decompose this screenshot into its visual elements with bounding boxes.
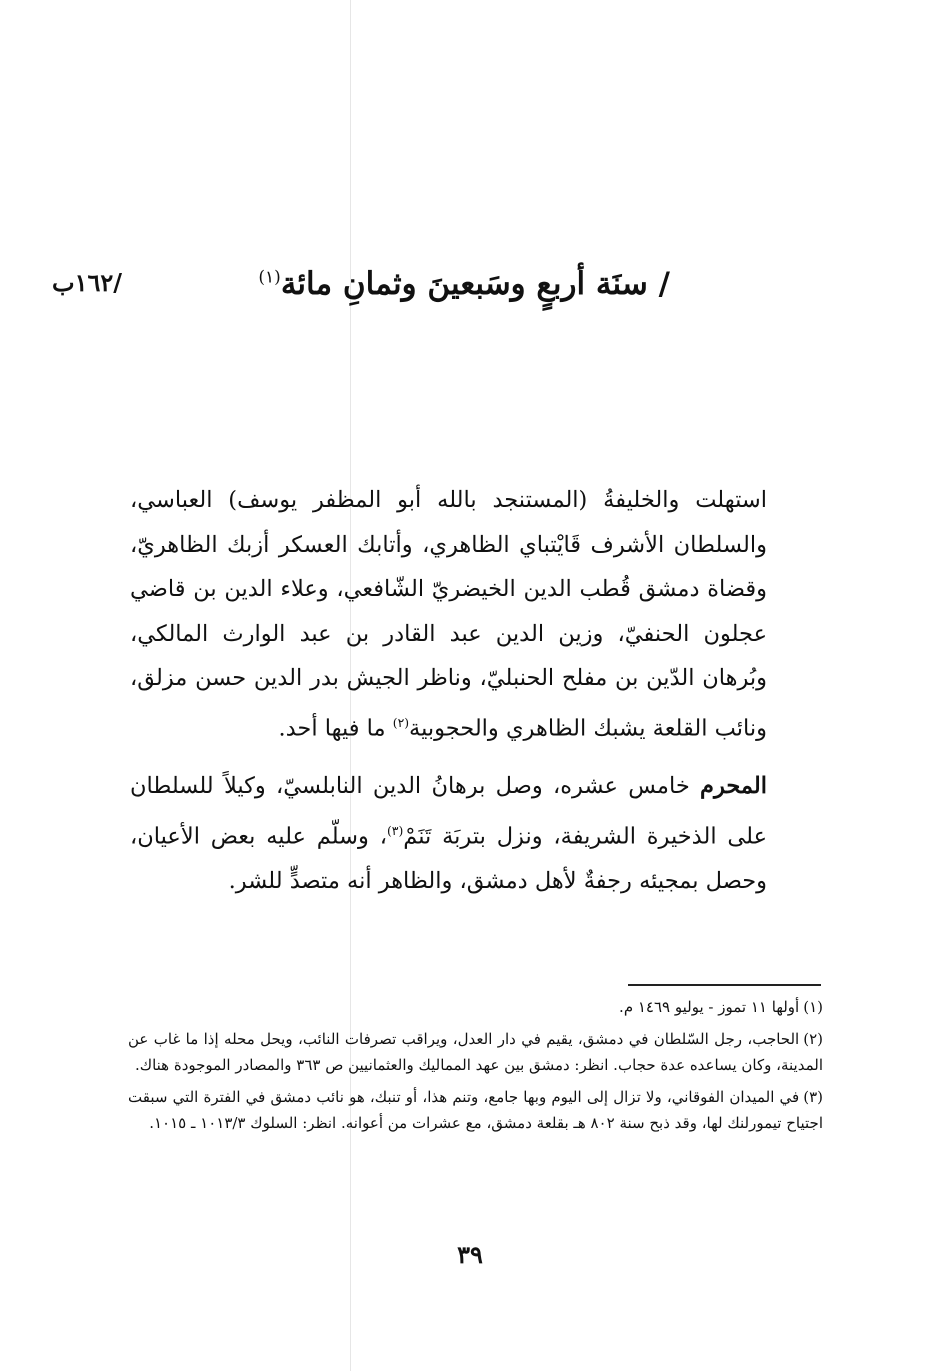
section-heading (250, 266, 670, 302)
paragraph-2-text-1: خامس عشره، وصل برهانُ الدين النابلسيّ، وكيلاً للسلطان على الذخيرة الشريفة، ونزل بتربَة تَنَمْ (130, 773, 767, 849)
footnote-3-number: (٣) (803, 1088, 823, 1106)
paragraph-2 (130, 764, 767, 903)
footnote-2 (128, 1026, 823, 1078)
page-number: ٣٩ (457, 1240, 483, 1269)
paragraph-2-text-2: ، وسلّم عليه بعض الأعيان، وحصل بمجيئه رجفةٌ لأهل دمشق، والظاهر أنه متصدٍّ للشر. (130, 823, 767, 894)
footnote-2-text: الحاجب، رجل السّلطان في دمشق، يقيم في دار العدل، ويراقب تصرفات النائب، ويحل محله إذا ما غاب عن المدينة، وكان يساعده عدة حجاب. انظر: دمشق بين عهد المماليك والعثمانيين ص ٣٦٣ والمصادر الموجودة هناك. (128, 1030, 823, 1074)
paragraph-1-tail: ما فيها أحد. (278, 715, 393, 741)
heading-footnote-mark: (١) (258, 267, 281, 288)
paragraph-1-footnote-mark: (٢) (392, 715, 410, 730)
paragraph-1-text: استهلت والخليفةُ (المستنجد بالله أبو المظفر يوسف) العباسي، والسلطان الأشرف قَايْتباي الظاهري، وأتابك العسكر أزبك الظاهريّ، وقضاة دمشق قُطب الدين الخيضريّ الشّافعي، وعلاء الدين بن قاضي عجلون الحنفيّ، وزين الدين عبد القادر بن عبد الوارث المالكي، وبُرهان الدّين بن مفلح الحنبليّ، وناظر الجيش بدر الدين حسن مزلق، ونائب القلعة يشبك الظاهري والحجوبية (130, 487, 767, 741)
manuscript-folio-reference: /١٦٢ب (52, 268, 123, 297)
footnote-3-text: في الميدان الفوقاني، ولا تزال إلى اليوم وبها جامع، وتنم هذا، أو تنبك، هو نائب دمشق في الفترة التي سبقت اجتياح تيمورلنك لها، وقد ذبح سنة ٨٠٢ هـ بقلعة دمشق، مع عشرات من أعوانه. انظر: السلوك ١٠١٣/٣ ـ ١٠١٥. (128, 1088, 823, 1132)
footnote-1-text: أولها ١١ تموز - يوليو ١٤٦٩ م. (619, 998, 800, 1016)
footnote-1-number: (١) (803, 998, 823, 1016)
heading-text: / سنَة أربعٍ وسَبعينَ وثمانِ مائة (280, 266, 670, 302)
footnote-3 (128, 1084, 823, 1136)
footnote-1 (128, 994, 823, 1020)
footnotes (128, 994, 823, 1142)
footnote-separator (628, 984, 821, 986)
paragraph-2-lead-word: المحرم (700, 773, 767, 799)
paragraph-2-footnote-mark: (٣) (386, 823, 404, 838)
footnote-2-number: (٢) (803, 1030, 823, 1048)
paragraph-1 (130, 478, 767, 751)
